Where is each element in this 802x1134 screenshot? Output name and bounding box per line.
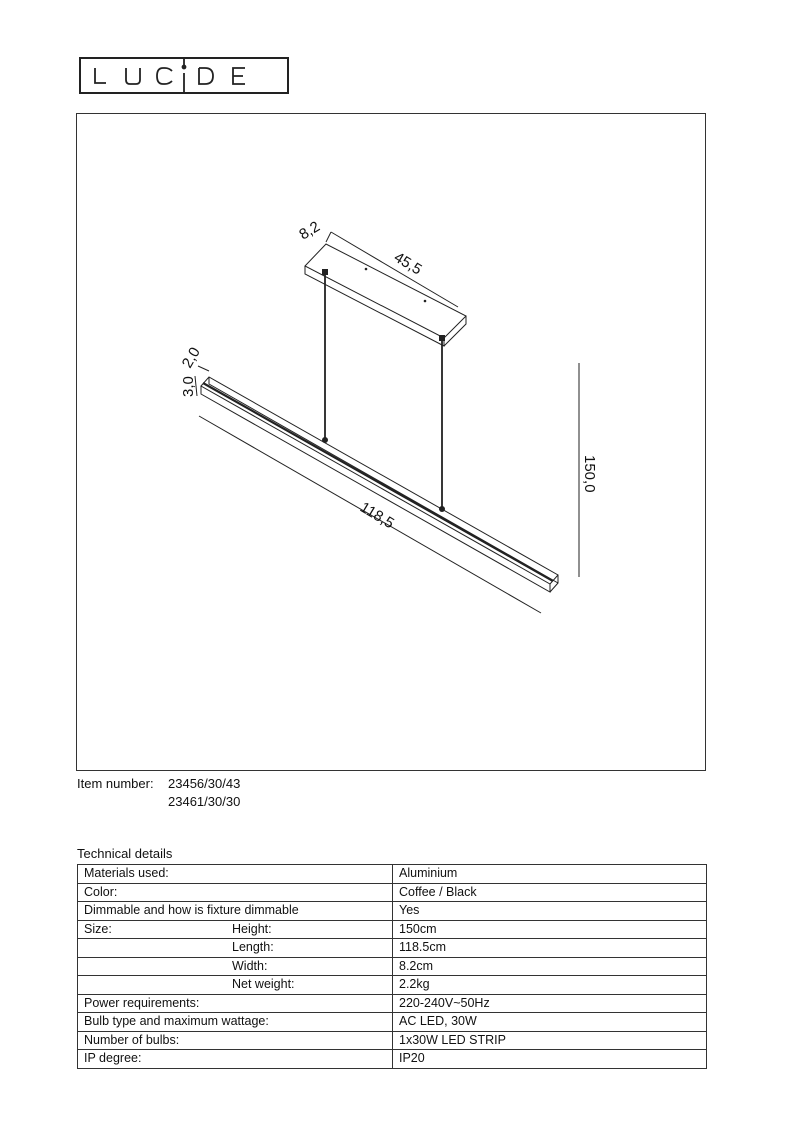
pendant-dimension-drawing — [77, 114, 707, 772]
spec-label — [78, 976, 393, 995]
spec-value: AC LED, 30W — [393, 1013, 707, 1032]
spec-label-text: IP degree: — [84, 1051, 142, 1066]
spec-label — [78, 883, 393, 902]
lucide-logo-graphic — [81, 59, 287, 92]
spec-value: 1x30W LED STRIP — [393, 1031, 707, 1050]
spec-value: 118.5cm — [393, 939, 707, 958]
dim-bar-height: 3,0 — [180, 376, 197, 397]
table-row — [78, 957, 707, 976]
table-row — [78, 1013, 707, 1032]
spec-value: 2.2kg — [393, 976, 707, 995]
spec-label — [78, 939, 393, 958]
spec-label — [78, 1050, 393, 1069]
spec-label — [78, 994, 393, 1013]
spec-value: Aluminium — [393, 865, 707, 884]
spec-label-text: Bulb type and maximum wattage: — [84, 1014, 269, 1029]
table-row — [78, 939, 707, 958]
brand-logo — [79, 57, 289, 94]
spec-value: 220-240V~50Hz — [393, 994, 707, 1013]
item-number-1: 23456/30/43 — [168, 776, 241, 791]
table-row — [78, 883, 707, 902]
spec-label-text: Size: — [84, 921, 112, 936]
spec-label-text: Power requirements: — [84, 995, 200, 1010]
spec-label-text: Color: — [84, 884, 118, 899]
table-row — [78, 865, 707, 884]
spec-label — [78, 865, 393, 884]
spec-label-text: Dimmable and how is fixture dimmable — [84, 903, 299, 918]
spec-sublabel: Net weight: — [232, 977, 295, 992]
spec-label — [78, 1031, 393, 1050]
spec-sublabel: Length: — [232, 940, 274, 955]
spec-value: Yes — [393, 902, 707, 921]
technical-details-title: Technical details — [77, 846, 173, 861]
spec-label — [78, 1013, 393, 1032]
spec-value: 150cm — [393, 920, 707, 939]
product-drawing-frame — [76, 113, 706, 771]
spec-label-text: Number of bulbs: — [84, 1032, 180, 1047]
spec-value: 8.2cm — [393, 957, 707, 976]
table-row — [78, 1050, 707, 1069]
item-number-2: 23461/30/30 — [168, 794, 241, 809]
spec-value: Coffee / Black — [393, 883, 707, 902]
spec-label — [78, 902, 393, 921]
item-number-label: Item number: — [77, 776, 154, 791]
dim-canopy-length: 45,5 — [390, 248, 425, 279]
spec-sublabel: Width: — [232, 958, 268, 973]
spec-label — [78, 957, 393, 976]
dim-canopy-depth: 8,2 — [296, 218, 323, 244]
table-row — [78, 1031, 707, 1050]
table-row — [78, 902, 707, 921]
technical-details-table — [77, 864, 707, 1069]
table-row — [78, 976, 707, 995]
spec-label — [78, 920, 393, 939]
spec-sublabel: Height: — [232, 921, 272, 936]
spec-label-text: Materials used: — [84, 866, 169, 881]
table-row — [78, 994, 707, 1013]
spec-value: IP20 — [393, 1050, 707, 1069]
table-row — [78, 920, 707, 939]
dim-bar-width: 2,0 — [178, 344, 204, 371]
item-number-block — [77, 775, 240, 811]
dim-total-height: 150,0 — [581, 455, 598, 493]
dim-bar-length: 118,5 — [356, 498, 397, 533]
